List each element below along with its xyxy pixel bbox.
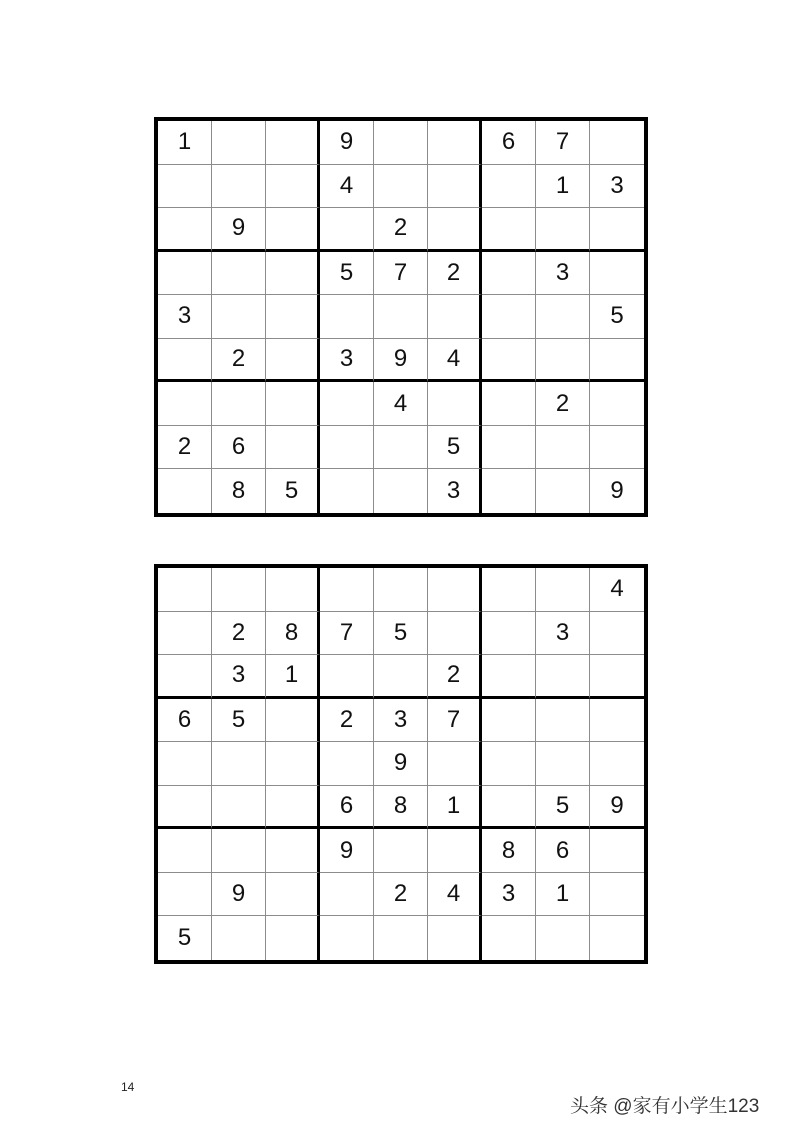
sudoku-cell: 7: [320, 612, 374, 656]
sudoku-cell: [428, 829, 482, 873]
sudoku-cell: [482, 655, 536, 699]
sudoku-cell: [590, 873, 644, 917]
sudoku-cell: [266, 382, 320, 426]
sudoku-cell: [158, 655, 212, 699]
sudoku-cell: 2: [374, 208, 428, 252]
sudoku-cell: [482, 612, 536, 656]
sudoku-cell: [266, 786, 320, 830]
sudoku-cell: [212, 568, 266, 612]
sudoku-cell: [428, 121, 482, 165]
sudoku-cell: 8: [266, 612, 320, 656]
sudoku-cell: 9: [320, 829, 374, 873]
sudoku-cell: 5: [266, 469, 320, 513]
sudoku-cell: 2: [428, 252, 482, 296]
sudoku-cell: [482, 295, 536, 339]
sudoku-cell: 3: [212, 655, 266, 699]
sudoku-cell: [212, 916, 266, 960]
sudoku-cell: 4: [374, 382, 428, 426]
sudoku-cell: [158, 829, 212, 873]
watermark: 头条 @家有小学生123: [570, 1096, 760, 1117]
sudoku-cell: [266, 426, 320, 470]
sudoku-cell: 2: [212, 339, 266, 383]
sudoku-cell: [482, 208, 536, 252]
sudoku-cell: [320, 208, 374, 252]
sudoku-cell: 8: [374, 786, 428, 830]
page-number: 14: [121, 1080, 135, 1094]
sudoku-cell: [590, 208, 644, 252]
sudoku-cell: 6: [482, 121, 536, 165]
sudoku-cell: 3: [536, 252, 590, 296]
sudoku-cell: [158, 786, 212, 830]
sudoku-cell: [374, 568, 428, 612]
sudoku-cell: [320, 742, 374, 786]
sudoku-cell: [212, 829, 266, 873]
sudoku-cell: [212, 165, 266, 209]
sudoku-cell: [590, 742, 644, 786]
sudoku-cell: 9: [374, 339, 428, 383]
sudoku-cell: [590, 382, 644, 426]
sudoku-cell: [482, 469, 536, 513]
sudoku-cell: [320, 382, 374, 426]
sudoku-cell: [266, 916, 320, 960]
sudoku-cell: [266, 339, 320, 383]
sudoku-cell: [158, 208, 212, 252]
sudoku-cell: [374, 655, 428, 699]
sudoku-cell: [266, 699, 320, 743]
sudoku-cell: [266, 568, 320, 612]
sudoku-cell: [158, 873, 212, 917]
sudoku-cell: [536, 655, 590, 699]
sudoku-cell: 2: [320, 699, 374, 743]
sudoku-cell: 1: [266, 655, 320, 699]
sudoku-cell: [590, 252, 644, 296]
sudoku-cell: 5: [590, 295, 644, 339]
sudoku-cell: [212, 295, 266, 339]
sudoku-cell: [158, 382, 212, 426]
sudoku-cell: 6: [320, 786, 374, 830]
sudoku-cell: [374, 426, 428, 470]
sudoku-cell: [266, 742, 320, 786]
sudoku-cell: 9: [610, 477, 624, 505]
sudoku-cell: 5: [428, 426, 482, 470]
sudoku-cell: 1: [536, 873, 590, 917]
sudoku-cell: 7: [374, 252, 428, 296]
sudoku-cell: 5: [158, 916, 212, 960]
sudoku-cell: [374, 121, 428, 165]
sudoku-cell: 9: [212, 208, 266, 252]
sudoku-cell: [428, 612, 482, 656]
sudoku-cell: [374, 165, 428, 209]
sudoku-cell: [536, 295, 590, 339]
sudoku-cell: [374, 829, 428, 873]
sudoku-cell: 8: [482, 829, 536, 873]
sudoku-cell: [428, 916, 482, 960]
sudoku-cell: [320, 916, 374, 960]
sudoku-cell: [266, 829, 320, 873]
sudoku-cell: 1: [536, 165, 590, 209]
sudoku-cell: [320, 655, 374, 699]
sudoku-cell: [428, 165, 482, 209]
sudoku-cell: 3: [536, 612, 590, 656]
sudoku-cell: [212, 382, 266, 426]
sudoku-cell: 4: [320, 165, 374, 209]
sudoku-cell: 2: [428, 655, 482, 699]
sudoku-cell: 2: [158, 426, 212, 470]
sudoku-cell: 5: [320, 252, 374, 296]
sudoku-cell: [266, 252, 320, 296]
sudoku-cell: [266, 873, 320, 917]
sudoku-cell: [590, 121, 644, 165]
sudoku-cell: [158, 469, 212, 513]
sudoku-cell: [536, 742, 590, 786]
sudoku-cell: [212, 786, 266, 830]
sudoku-cell: [428, 295, 482, 339]
sudoku-cell: [536, 339, 590, 383]
sudoku-cell: [482, 426, 536, 470]
sudoku-cell: 9: [212, 873, 266, 917]
sudoku-cell: [158, 568, 212, 612]
sudoku-cell: [482, 742, 536, 786]
sudoku-cell: 4: [590, 568, 644, 612]
sudoku-cell: [482, 568, 536, 612]
sudoku-cell: 4: [428, 339, 482, 383]
sudoku-cell: [158, 742, 212, 786]
sudoku-cell: [266, 208, 320, 252]
sudoku-cell: [320, 568, 374, 612]
sudoku-cell: 2: [536, 382, 590, 426]
sudoku-cell: [158, 339, 212, 383]
sudoku-cell: [320, 873, 374, 917]
sudoku-cell: [482, 252, 536, 296]
sudoku-cell: [590, 339, 644, 383]
sudoku-cell: [482, 382, 536, 426]
sudoku-cell: [590, 426, 644, 470]
sudoku-cell: 2: [212, 612, 266, 656]
sudoku-cell: [374, 295, 428, 339]
sudoku-cell: [590, 612, 644, 656]
sudoku-cell: [482, 699, 536, 743]
sudoku-cell: 3: [320, 339, 374, 383]
sudoku-cell: [320, 295, 374, 339]
sudoku-cell: [320, 469, 374, 513]
sudoku-cell: [266, 165, 320, 209]
sudoku-cell: [536, 208, 590, 252]
sudoku-cell: [536, 568, 590, 612]
sudoku-cell: 1: [158, 121, 212, 165]
sudoku-cell: 9: [374, 742, 428, 786]
sudoku-cell: 5: [536, 786, 590, 830]
sudoku-cell: 1: [428, 786, 482, 830]
sudoku-cell: [212, 121, 266, 165]
sudoku-cell: [536, 426, 590, 470]
sudoku-cell: [428, 382, 482, 426]
sudoku-cell: [266, 295, 320, 339]
sudoku-cell: [590, 829, 644, 873]
sudoku-cell: [212, 742, 266, 786]
sudoku-cell: [158, 252, 212, 296]
sudoku-cell: [590, 699, 644, 743]
sudoku-cell: 5: [212, 699, 266, 743]
sudoku-cell: 3: [482, 873, 536, 917]
sudoku-cell: [428, 742, 482, 786]
sudoku-cell: 5: [374, 612, 428, 656]
sudoku-cell: [590, 655, 644, 699]
sudoku-cell: 3: [158, 295, 212, 339]
sudoku-cell: [374, 916, 428, 960]
sudoku-cell: 7: [536, 121, 590, 165]
sudoku-cell: [428, 568, 482, 612]
sudoku-cell: 8: [212, 469, 266, 513]
sudoku-cell: 6: [212, 426, 266, 470]
sudoku-cell: [536, 699, 590, 743]
sudoku-cell: [536, 469, 590, 513]
sudoku-cell: [590, 916, 644, 960]
sudoku-cell: 4: [428, 873, 482, 917]
sudoku-cell: [482, 165, 536, 209]
sudoku-cell: [212, 252, 266, 296]
sudoku-cell: 3: [428, 469, 482, 513]
sudoku-cell: [374, 469, 428, 513]
sudoku-cell: 3: [374, 699, 428, 743]
sudoku-cell: [428, 208, 482, 252]
sudoku-cell: [536, 916, 590, 960]
sudoku-cell: 7: [428, 699, 482, 743]
sudoku-cell: 9: [320, 121, 374, 165]
sudoku-cell: [158, 612, 212, 656]
sudoku-cell: 2: [374, 873, 428, 917]
sudoku-cell: [482, 339, 536, 383]
sudoku-cell: 6: [536, 829, 590, 873]
sudoku-cell: [158, 165, 212, 209]
sudoku-cell: [320, 426, 374, 470]
sudoku-cell: [482, 786, 536, 830]
sudoku-cell: 6: [158, 699, 212, 743]
sudoku-grid-2: [154, 564, 648, 964]
sudoku-grid-1: [154, 117, 648, 517]
sudoku-cell: [482, 916, 536, 960]
sudoku-cell: 9: [590, 786, 644, 830]
sudoku-cell: [266, 121, 320, 165]
sudoku-cell: 3: [590, 165, 644, 209]
